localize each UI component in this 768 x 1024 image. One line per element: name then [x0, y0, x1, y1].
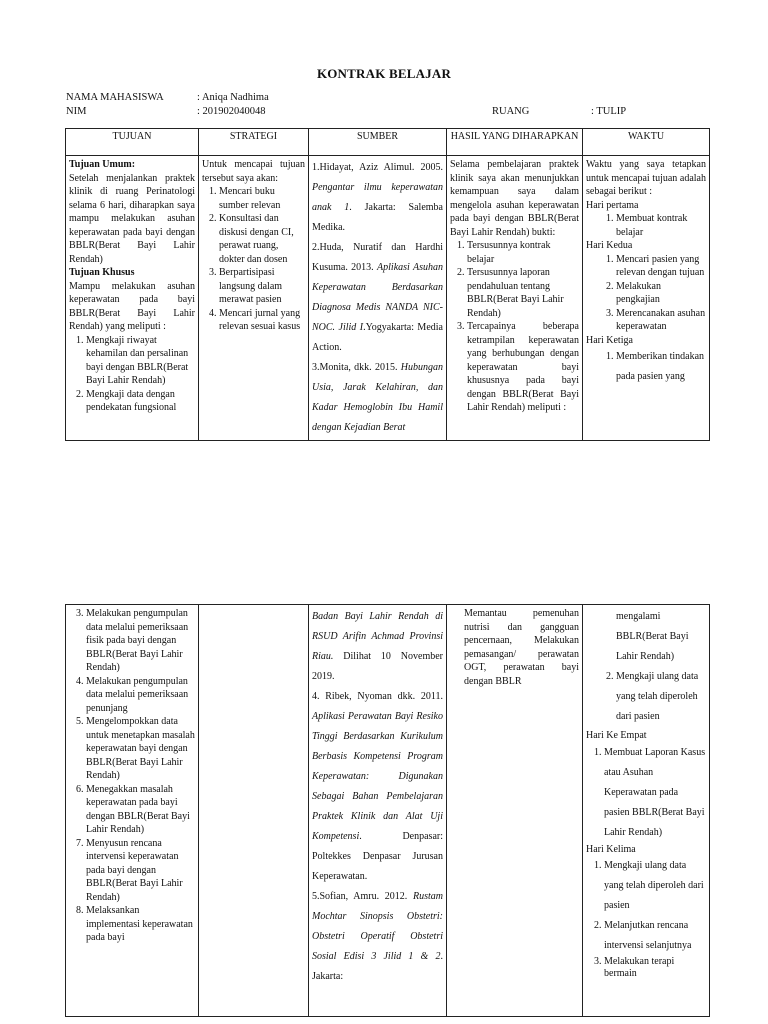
day-label: Hari Ke Empat [586, 730, 647, 741]
contract-table-page1 [65, 128, 710, 441]
tujuan-item: 2. Mengkaji data dengan pendekatan fungsional [86, 388, 195, 415]
tujuan-umum-heading: Tujuan Umum: [69, 159, 136, 170]
reference-text: 2.Huda, Nuratif dan Hardhi Kusuma. 2013. [312, 242, 443, 273]
strategi-cell-continued [199, 605, 309, 1017]
tujuan-umum-text: Setelah menjalankan praktek klinik di ruang Perinatologi selama 6 hari, diharapkan saya mampu melakukan asuhan keperawatan pada bayi dengan BBLR(Berat Bayi Lahir Rendah) [69, 172, 195, 265]
reference-text: . Denpasar: Poltekkes Denpasar Jurusan Keperawatan. [312, 831, 443, 882]
sumber-cell [309, 156, 447, 441]
strategi-item: 1. Mencari buku sumber relevan [219, 185, 305, 212]
reference-title: Badan Bayi Lahir Rendah di RSUD Arifin Achmad Provinsi Riau. [312, 611, 443, 662]
reference-title: Aplikasi Asuhan Keperawatan Berdasarkan Diagnosa Medis NANDA NIC-NOC. Jilid I [312, 262, 443, 333]
header-waktu: WAKTU [583, 129, 710, 156]
strategi-cell [199, 156, 309, 441]
contract-table-page2 [65, 604, 710, 1017]
reference-3 [312, 358, 443, 438]
waktu-item: 1. Membuat kontrak belajar [616, 212, 706, 239]
table-body-row [66, 156, 710, 441]
header-tujuan: TUJUAN [66, 129, 199, 156]
waktu-item: 1. Mencari pasien yang relevan dengan tujuan [616, 253, 706, 280]
reference-title: Hubungan Usia, Jarak Kelahiran, dan Kadar Hemoglobin Ibu Hamil dengan Kejadian Berat [312, 362, 443, 433]
header-sumber: SUMBER [309, 129, 447, 156]
waktu-item: 2. Melanjutkan rencana intervensi selanjutnya [604, 916, 706, 956]
strategi-item: 2. Konsultasi dan diskusi dengan CI, perawat ruang, dokter dan dosen [219, 212, 305, 266]
hasil-item: 1. Tersusunnya kontrak belajar [467, 239, 579, 266]
waktu-cell-continued [583, 605, 710, 1017]
waktu-item: 3. Melakukan terapi bermain [604, 956, 706, 980]
hasil-cell-continued [447, 605, 583, 1017]
sumber-cell-continued [309, 605, 447, 1017]
student-value: : Aniqa Nadhima [197, 92, 269, 103]
tujuan-item: 8. Melaksankan implementasi keperawatan pada bayi [86, 904, 195, 945]
waktu-cell [583, 156, 710, 441]
day-label: Hari pertama [586, 199, 639, 211]
waktu-item: 2. Melakukan pengkajian [616, 280, 706, 307]
tujuan-khusus-text: Mampu melakukan asuhan keperawatan pada bayi BBLR(Berat Bayi Lahir Rendah) yang meliputi : [69, 280, 195, 332]
reference-2 [312, 238, 443, 358]
hasil-item: 3. Tercapainya beberapa ketrampilan keperawatan yang berhubungan dengan keperawatan bayi khususnya pada bayi dengan BBLR(Berat Bayi Lahir Rendah) meliputi : [467, 320, 579, 415]
waktu-item: 1. Membuat Laporan Kasus atau Asuhan Keperawatan pada pasien BBLR(Berat Bayi Lahir Rendah) [604, 743, 706, 843]
reference-title: Pengantar ilmu keperawatan anak 1 [312, 182, 443, 213]
day-label: Hari Kelima [586, 843, 636, 855]
waktu-item: 2. Mengkaji ulang data yang telah diperoleh dari pasien [616, 667, 706, 727]
tujuan-cell [66, 156, 199, 441]
reference-text: .Yogyakarta: Media Action. [312, 322, 443, 353]
reference-text: . Jakarta: [312, 951, 443, 982]
reference-title: Aplikasi Perawatan Bayi Resiko Tinggi Berdasarkan Kurikulum Berbasis Kompetensi Program Keperawatan: Digunakan Sebagai Bahan Pembelajaran Praktek Klinik dan Alat Uji Kompetensi [312, 711, 443, 842]
student-label: NAMA MAHASISWA [66, 92, 164, 103]
table-body-row [66, 605, 710, 1017]
reference-text: 3.Monita, dkk. 2015. [312, 362, 401, 373]
nim-label: NIM [66, 106, 87, 117]
header-hasil: HASIL YANG DIHARAPKAN [447, 129, 583, 156]
hasil-intro: Selama pembelajaran praktek klinik saya akan menunjukkan kemampuan saya dalam mengelola asuhan keperawatan pada bayi dengan BBLR(Berat Bayi Lahir Rendah) bukti: [450, 159, 579, 238]
tujuan-item: 6. Menegakkan masalah keperawatan pada bayi dengan BBLR(Berat Bayi Lahir Rendah) [86, 783, 195, 837]
document-title: KONTRAK BELAJAR [316, 66, 452, 81]
tujuan-item: 7. Menyusun rencana intervensi keperawatan pada bayi dengan BBLR(Berat Bayi Lahir Rendah) [86, 837, 195, 905]
waktu-item: 3. Merencanakan asuhan keperawatan [616, 307, 706, 334]
tujuan-item: 4. Melakukan pengumpulan data melalui pemeriksaan penunjang [86, 675, 195, 716]
waktu-item: 1. Mengkaji ulang data yang telah diperoleh dari pasien [604, 856, 706, 916]
reference-1 [312, 158, 443, 238]
day-label: Hari Kedua [586, 240, 633, 251]
ruang-value: : TULIP [591, 106, 627, 117]
table-header-row [66, 129, 710, 156]
strategi-item: 4. Mencari jurnal yang relevan sesuai kasus [219, 307, 305, 334]
waktu-intro: Waktu yang saya tetapkan untuk mencapai tujuan adalah sebagai berikut : [586, 159, 706, 197]
waktu-continued-text: mengalami BBLR(Berat Bayi Lahir Rendah) [616, 611, 689, 662]
header-strategi: STRATEGI [199, 129, 309, 156]
reference-text: . Jakarta: Salemba Medika. [312, 202, 443, 233]
tujuan-item: 5. Mengelompokkan data untuk menetapkan masalah keperawatan bayi dengan BBLR(Berat Bayi Lahir Rendah) [86, 715, 195, 783]
nim-value: : 201902040048 [197, 106, 266, 117]
reference-3-continued [312, 607, 443, 687]
waktu-item: 1. Memberikan tindakan pada pasien yang [616, 347, 706, 387]
reference-5 [312, 887, 443, 987]
tujuan-item: 1. Mengkaji riwayat kehamilan dan persalinan bayi dengan BBLR(Berat Bayi Lahir Rendah) [86, 334, 195, 388]
strategi-intro: Untuk mencapai tujuan tersebut saya akan: [202, 159, 305, 184]
reference-text: 4. Ribek, Nyoman dkk. 2011. [312, 691, 443, 702]
hasil-text: Memantau pemenuhan nutrisi dan gangguan pencernaan, Melakukan pemasangan/ perawatan OGT, perawatan bayi dengan BBLR [464, 608, 579, 687]
reference-title: Rustam Mochtar Sinopsis Obstetri: Obstetri Operatif Obstetri Sosial Edisi 3 Jilid 1 & 2 [312, 891, 443, 962]
hasil-item: 2. Tersusunnya laporan pendahuluan tentang BBLR(Berat Bayi Lahir Rendah) [467, 266, 579, 320]
reference-text: 1.Hidayat, Aziz Alimul. 2005. [312, 162, 443, 173]
day-label: Hari Ketiga [586, 334, 633, 346]
reference-4 [312, 687, 443, 887]
tujuan-item: 3. Melakukan pengumpulan data melalui pemeriksaan fisik pada bayi dengan BBLR(Berat Bayi Lahir Rendah) [86, 607, 195, 675]
reference-text: Dilihat 10 November 2019. [312, 651, 443, 682]
reference-text: 5.Sofian, Amru. 2012. [312, 891, 413, 902]
strategi-item: 3. Berpartisipasi langsung dalam merawat pasien [219, 266, 305, 307]
tujuan-khusus-heading: Tujuan Khusus [69, 267, 135, 278]
hasil-cell [447, 156, 583, 441]
ruang-label: RUANG [492, 106, 530, 117]
tujuan-cell-continued [66, 605, 199, 1017]
